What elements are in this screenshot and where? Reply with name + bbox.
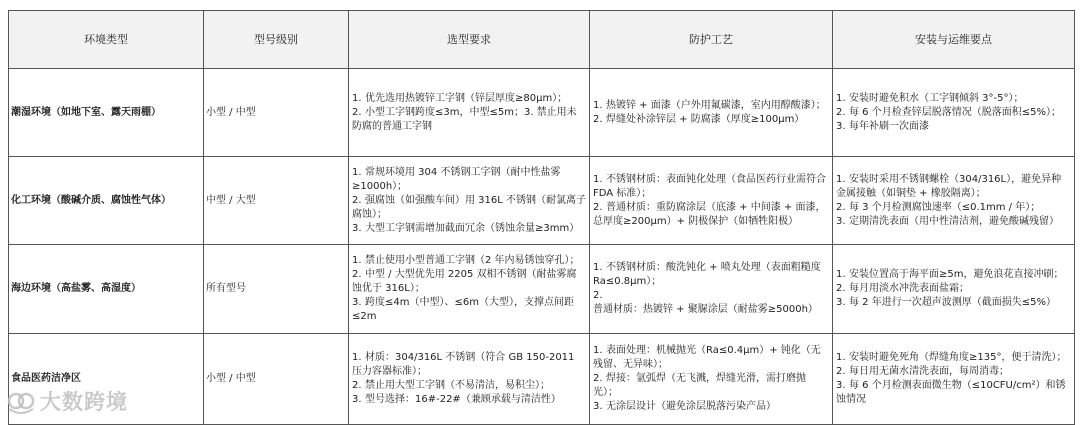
maintenance-cell xyxy=(833,245,1075,334)
list-item: 1. 热镀锌 + 面漆（户外用氟碳漆，室内用醇酸漆）； xyxy=(593,99,826,111)
list-item: 1. 材质：304/316L 不锈钢（符合 GB 150-2011 压力容器标准）； xyxy=(352,352,575,377)
selection-cell xyxy=(349,245,590,334)
header-grade: 型号级别 xyxy=(204,11,349,69)
list-item: 3. 无涂层设计（避免涂层脱落污染产品） xyxy=(593,401,776,412)
header-selection: 选型要求 xyxy=(349,11,590,69)
table-row xyxy=(9,69,1075,157)
grade-cell: 小型 / 中型 xyxy=(204,334,349,425)
table-row xyxy=(9,245,1075,334)
list-item: 1. 优先选用热镀锌工字钢（锌层厚度≥80μm）； xyxy=(352,92,568,104)
protection-cell xyxy=(590,157,833,245)
list-item: 2. 焊缝处补涂锌层 + 防腐漆（厚度≥100μm） xyxy=(593,113,805,125)
grade-cell: 所有型号 xyxy=(204,245,349,334)
maintenance-cell xyxy=(833,334,1075,425)
header-maintenance: 安装与运维要点 xyxy=(833,11,1075,69)
list-item: 2.普通材质：热镀锌 + 聚脲涂层（耐盐雾≥5000h） xyxy=(593,290,818,315)
list-item: 3. 每 2 年进行一次超声波测厚（截面损失≤5%） xyxy=(836,297,1056,308)
list-item: 3. 每 6 个月检测表面微生物（≤10CFU/cm²）和锈蚀情况 xyxy=(836,380,1066,405)
list-item: 3. 大型工字钢需增加截面冗余（锈蚀余量≥3mm） xyxy=(352,222,580,234)
list-item: 2. 焊接：氩弧焊（无飞溅，焊缝光滑，需打磨抛光）； xyxy=(593,373,806,398)
maintenance-cell xyxy=(833,69,1075,157)
list-item: 3. 每年补刷一次面漆 xyxy=(836,120,929,132)
list-item: 2. 每 3 个月检测腐蚀速率（≤0.1mm / 年）； xyxy=(836,201,1041,213)
list-item: 3. 跨度≤4m（中型）、≤6m（大型），支撑点间距≤2m xyxy=(352,297,574,322)
list-item: 1. 表面处理：机械抛光（Ra≤0.4μm）+ 钝化（无残留、无异味）； xyxy=(593,345,821,370)
selection-cell xyxy=(349,69,590,157)
list-item: 1. 不锈钢材质：酸洗钝化 + 喷丸处理（表面粗糙度 Ra≤0.8μm）； xyxy=(593,262,821,287)
env-type-cell: 化工环境（酸碱介质、腐蚀性气体） xyxy=(9,157,204,245)
list-item: 1. 安装位置高于海平面≥5m，避免浪花直接冲刷； xyxy=(836,269,1064,280)
list-item: 2. 禁止用大型工字钢（不易清洁，易积尘）； xyxy=(352,380,550,391)
list-item: 1. 常规环境用 304 不锈钢工字钢（耐中性盐雾≥1000h）； xyxy=(352,166,561,192)
list-item: 2. 中型 / 大型优先用 2205 双相不锈钢（耐盐雾腐蚀优于 316L）； xyxy=(352,269,577,294)
header-row xyxy=(9,11,1075,69)
selection-cell xyxy=(349,157,590,245)
list-item: 2. 普通材质：重防腐涂层（底漆 + 中间漆 + 面漆，总厚度≥200μm）+ 阴极保护（如牺牲阳极） xyxy=(593,201,826,227)
list-item: 2. 每 6 个月检查锌层脱落情况（脱落面积≤5%）； xyxy=(836,106,1061,118)
grade-cell: 中型 / 大型 xyxy=(204,157,349,245)
list-item: 1. 安装时避免积水（工字钢倾斜 3°-5°）； xyxy=(836,92,1024,104)
list-item: 1. 安装时采用不锈钢螺栓（304/316L），避免异种金属接触（如铜垫 + 橡胶隔离）； xyxy=(836,173,1062,199)
list-item: 1. 禁止使用小型普通工字钢（2 年内易锈蚀穿孔）； xyxy=(352,255,580,266)
table-row xyxy=(9,334,1075,425)
env-type-cell: 潮湿环境（如地下室、露天雨棚） xyxy=(9,69,204,157)
watermark-text: 大数跨境 xyxy=(40,390,128,414)
selection-cell xyxy=(349,334,590,425)
list-item: 3. 型号选择：16#-22#（兼顾承载与清洁性） xyxy=(352,394,561,405)
grade-cell: 小型 / 中型 xyxy=(204,69,349,157)
header-env-type: 环境类型 xyxy=(9,11,204,69)
env-type-cell: 食品医药洁净区 xyxy=(9,334,204,425)
protection-cell xyxy=(590,334,833,425)
table-row xyxy=(9,157,1075,245)
list-item: 2. 每月用淡水冲洗表面盐霜； xyxy=(836,283,969,294)
protection-cell xyxy=(590,69,833,157)
env-type-cell: 海边环境（高盐雾、高湿度） xyxy=(9,245,204,334)
header-protection: 防护工艺 xyxy=(590,11,833,69)
list-item: 1. 安装时避免死角（焊缝角度≥135°，便于清洗）； xyxy=(836,352,1067,363)
maintenance-cell xyxy=(833,157,1075,245)
list-item: 2. 强腐蚀（如强酸车间）用 316L 不锈钢（耐氯离子腐蚀）； xyxy=(352,194,587,220)
list-item: 3. 定期清洗表面（用中性清洁剂，避免酸碱残留） xyxy=(836,215,1059,227)
list-item: 2. 每日用无菌水清洗表面，每周消毒； xyxy=(836,366,1009,377)
watermark xyxy=(6,386,128,416)
protection-cell xyxy=(590,245,833,334)
list-item: 1. 不锈钢材质：表面钝化处理（食品医药行业需符合 FDA 标准）； xyxy=(593,173,826,199)
spec-table xyxy=(8,10,1075,425)
logo-icon xyxy=(6,387,36,415)
list-item: 2. 小型工字钢跨度≤3m，中型≤5m；3. 禁止用未防腐的普通工字钢 xyxy=(352,106,577,132)
